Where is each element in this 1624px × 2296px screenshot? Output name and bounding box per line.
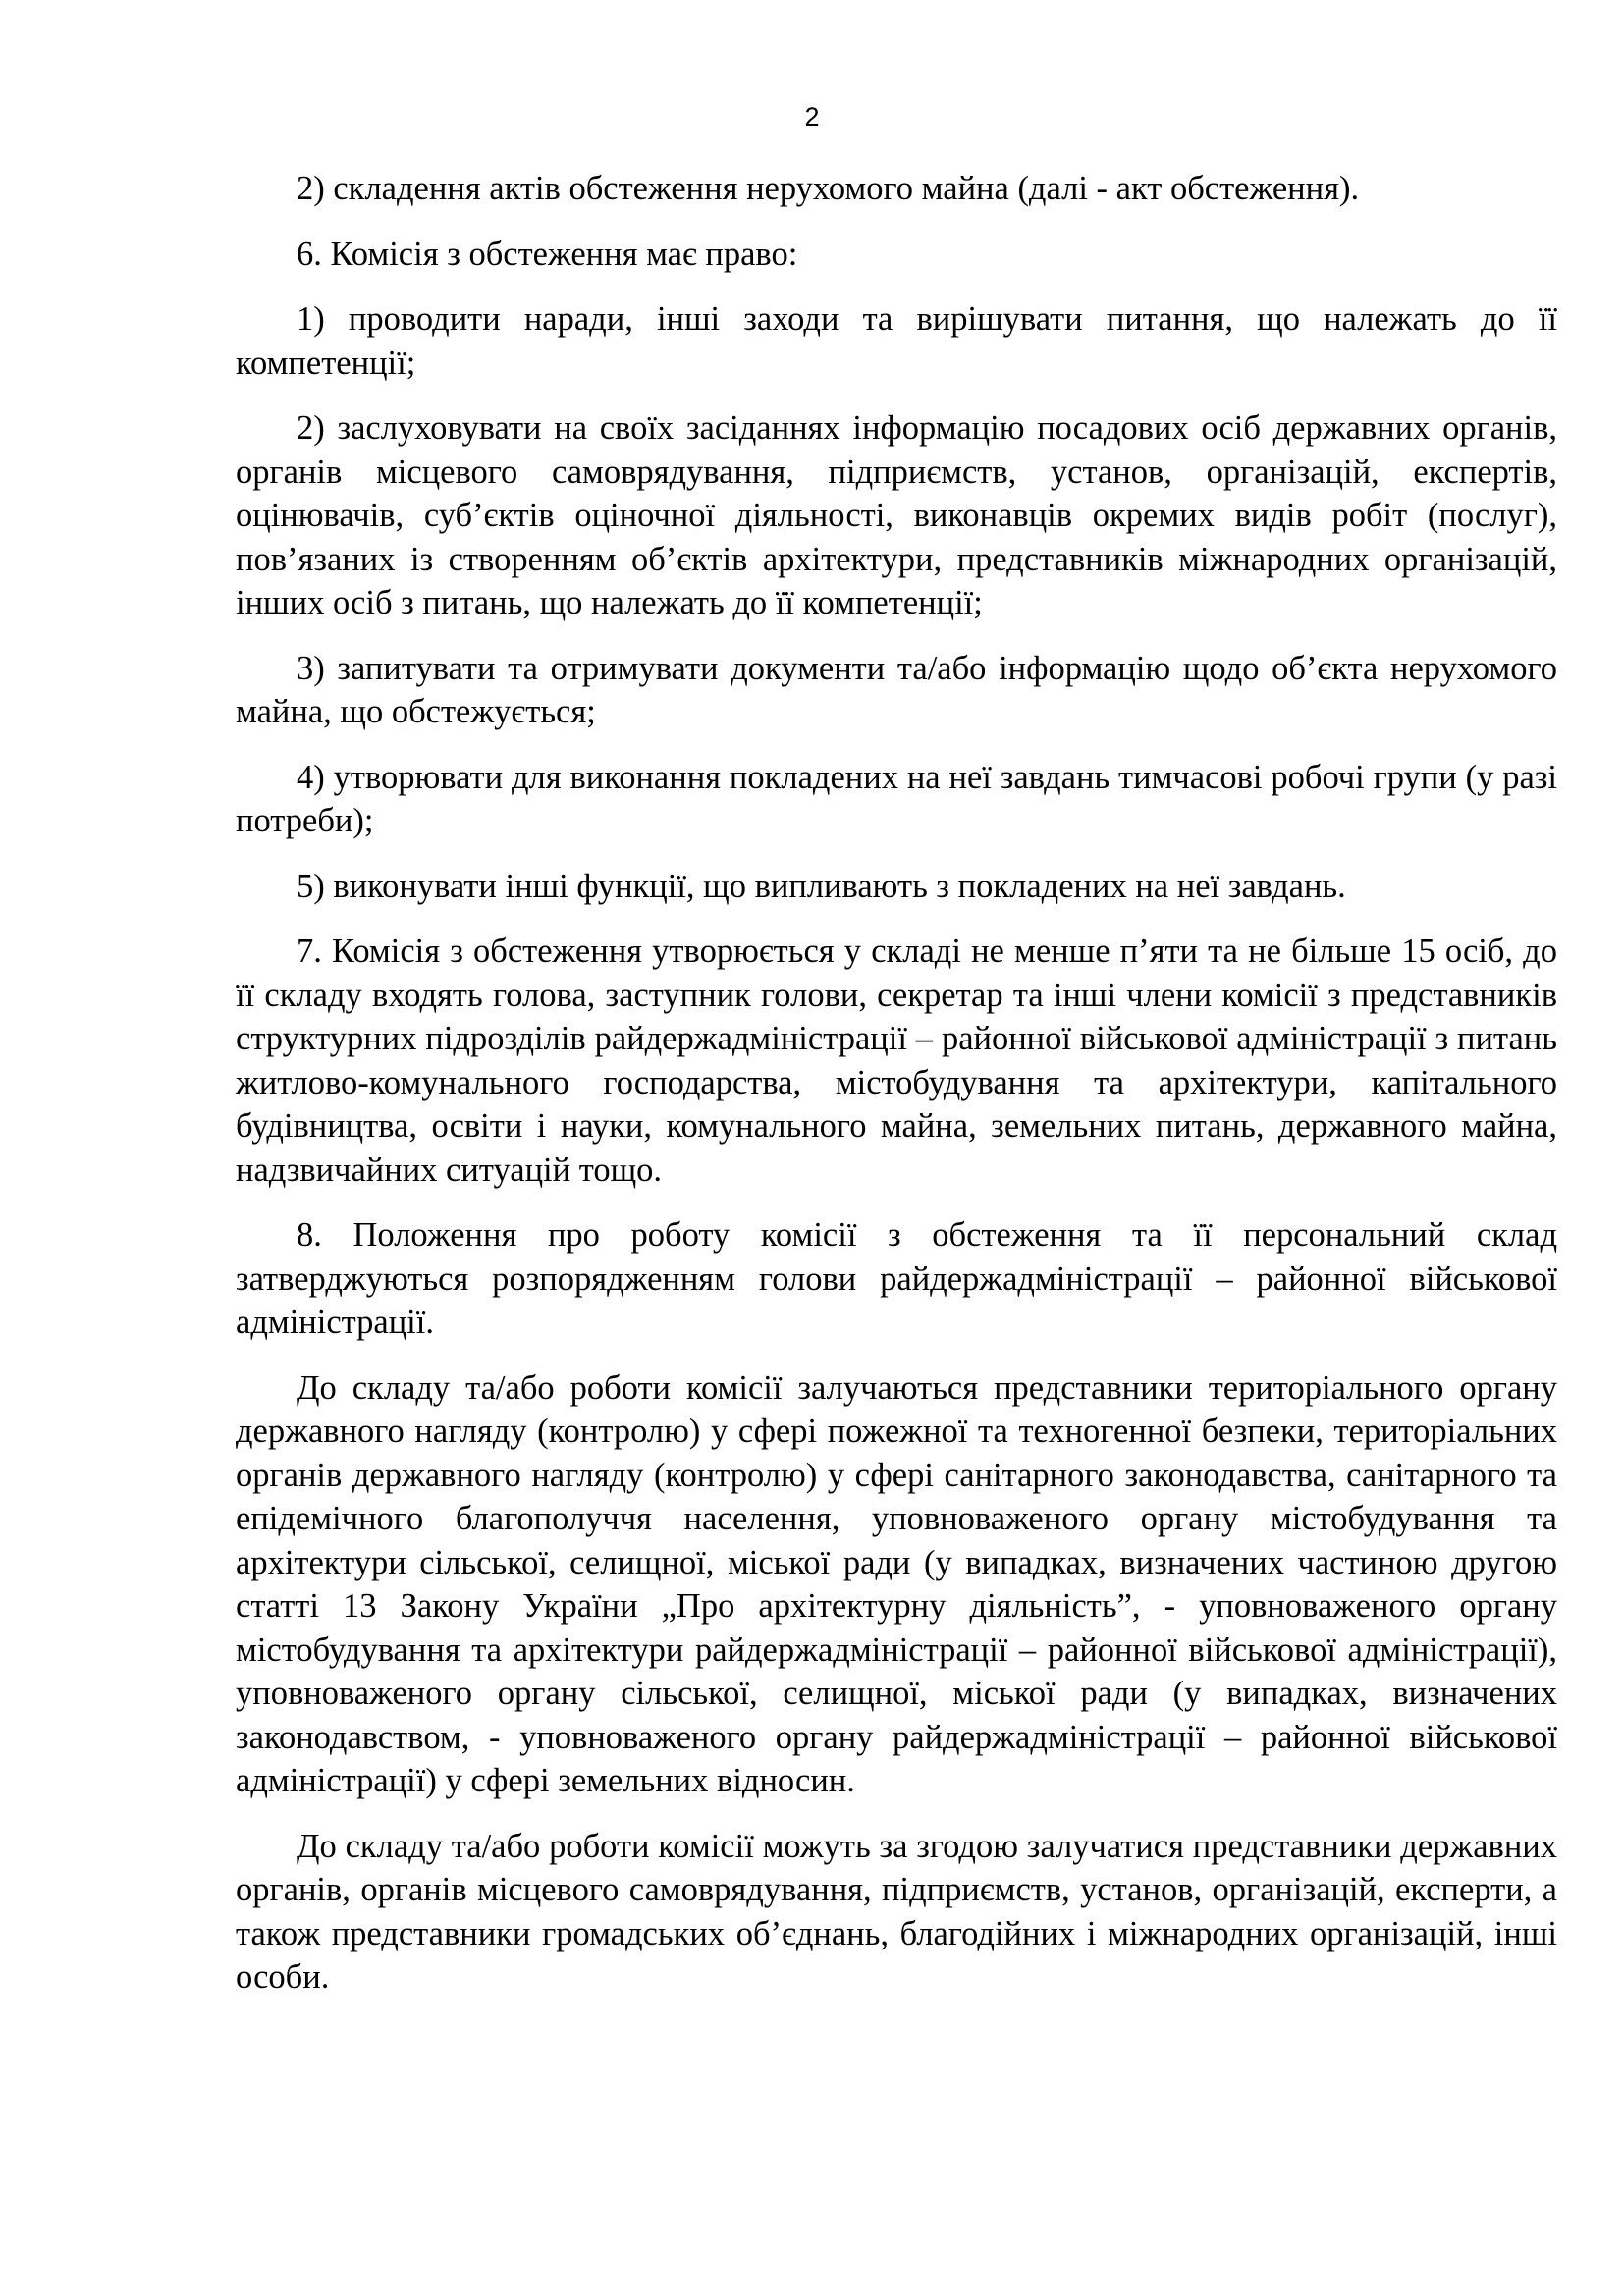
paragraph-involved-representatives: До складу та/або роботи комісії залучаються представники територіального органу державного нагляду (контролю) у сфері пожежної та техногенної безпеки, територіальних органів державного нагляду (контролю) у сфері санітарного законодавства, санітарного та епідемічного благополуччя населення, уповноваженого органу містобудування та архітектури сільської, селищної, міської ради (у випадках, визначених частиною другою статті 13 Закону України „Про архітектурну діяльність”, - уповноваженого органу містобудування та архітектури райдержадміністрації – районної військової адміністрації), уповноваженого органу сільської, селищної, міської ради (у випадках, визначених законодавством, - уповноваженого органу райдержадміністрації – районної військової адміністрації) у сфері земельних відносин. bbox=[236, 1368, 1557, 1799]
paragraph-right-4: 4) утворювати для виконання покладених на неї завдань тимчасові робочі групи (у разі потреби); bbox=[236, 758, 1557, 839]
document-body bbox=[236, 167, 1557, 2021]
paragraph-section-8: 8. Положення про роботу комісії з обстеження та її персональний склад затверджуються розпорядженням голови райдержадміністрації – районної військової адміністрації. bbox=[236, 1216, 1557, 1341]
paragraph-optional-representatives: До складу та/або роботи комісії можуть за згодою залучатися представники державних органів, органів місцевого самоврядування, підприємств, установ, організацій, експерти, а також представники громадських об’єднань, благодійних і міжнародних організацій, інші особи. bbox=[236, 1827, 1557, 1996]
paragraph-section-7: 7. Комісія з обстеження утворюється у складі не менше п’яти та не більше 15 осіб, до її складу входять голова, заступник голови, секретар та інші члени комісії з представників структурних підрозділів райдержадміністрації – районної військової адміністрації з питань житлово-комунального господарства, містобудування та архітектури, капітального будівництва, освіти і науки, комунального майна, земельних питань, державного майна, надзвичайних ситуацій тощо. bbox=[236, 933, 1557, 1189]
paragraph-section-6-heading: 6. Комісія з обстеження має право: bbox=[297, 235, 798, 273]
paragraph-right-3: 3) запитувати та отримувати документи та/або інформацію щодо об’єкта нерухомого майна, що обстежується; bbox=[236, 649, 1557, 730]
page-number: 2 bbox=[804, 102, 820, 132]
paragraph-item-2-acts: 2) складення актів обстеження нерухомого майна (далі - акт обстеження). bbox=[297, 170, 1360, 207]
paragraph-right-2: 2) заслуховувати на своїх засіданнях інформацію посадових осіб державних органів, органів місцевого самоврядування, підприємств, установ, організацій, експертів, оцінювачів, суб’єктів оціночної діяльності, виконавців окремих видів робіт (послуг), пов’язаних із створенням об’єктів архітектури, представників міжнародних організацій, інших осіб з питань, що належать до її компетенції; bbox=[236, 409, 1557, 621]
paragraph-right-1: 1) проводити наради, інші заходи та вирішувати питання, що належать до її компетенції; bbox=[236, 300, 1557, 382]
paragraph-right-5: 5) виконувати інші функції, що випливають з покладених на неї завдань. bbox=[297, 867, 1346, 905]
